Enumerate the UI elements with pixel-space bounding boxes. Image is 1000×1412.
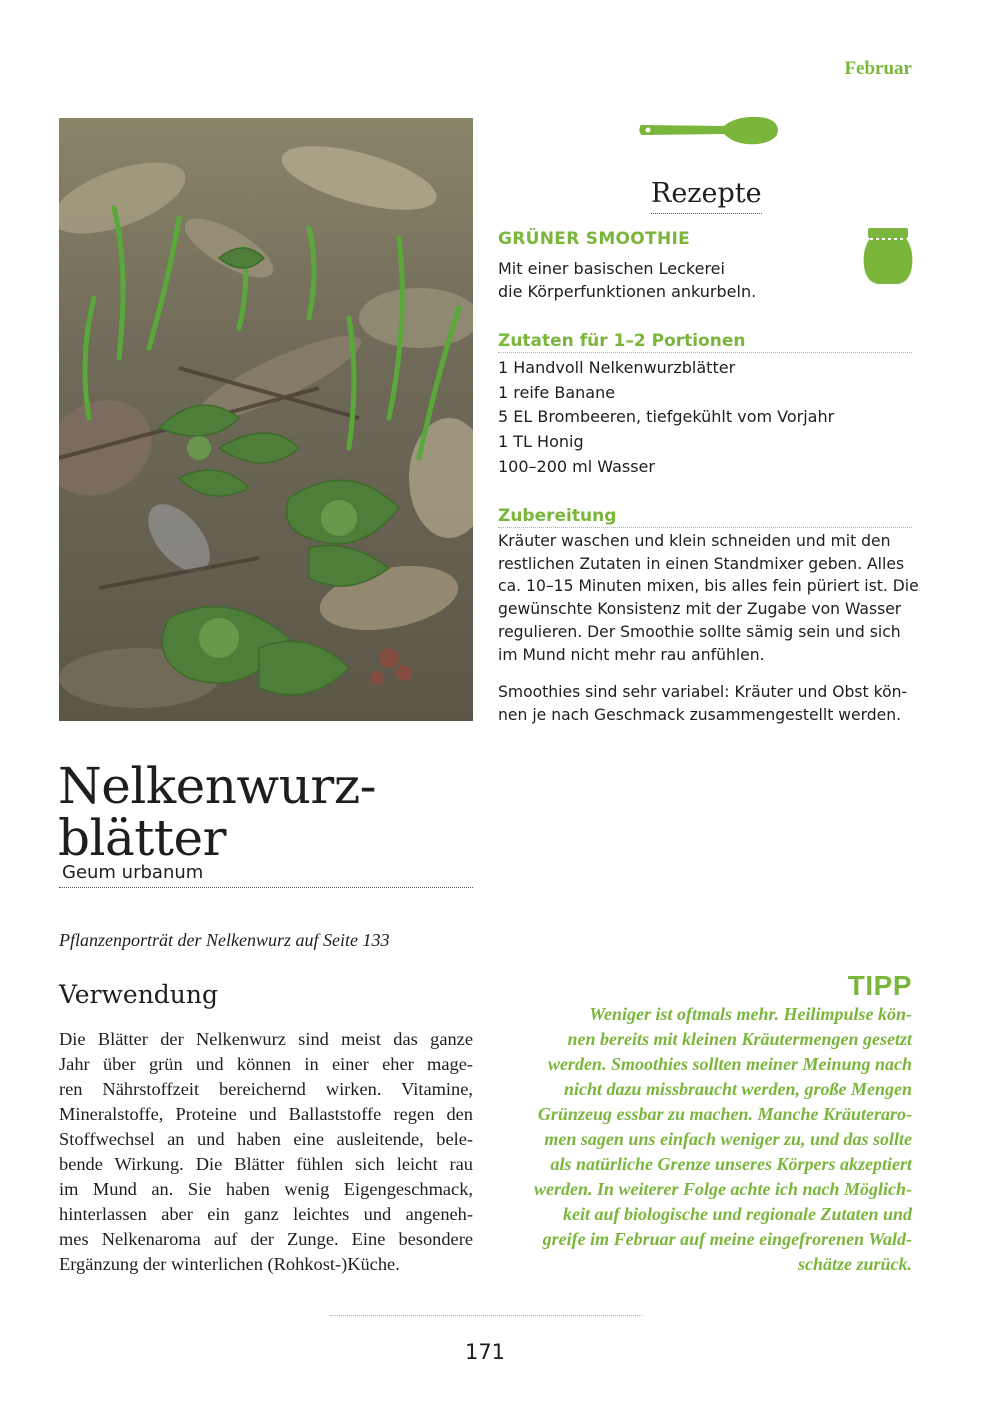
usage-line: bende Wirkung. Die Blätter fühlen sich leicht rau xyxy=(59,1154,473,1174)
page-number: 171 xyxy=(464,1340,506,1364)
title-divider xyxy=(59,887,473,888)
note-line: Smoothies sind sehr variabel: Kräuter und Obst kön- xyxy=(498,683,908,701)
usage-line: mes Nelkenaroma auf der Zunge. Eine besondere xyxy=(59,1229,473,1249)
tip-line: schätze zurück. xyxy=(797,1254,912,1274)
ingredient-item: 1 Handvoll Nelkenwurzblätter xyxy=(498,358,736,377)
intro-line: die Körperfunktionen ankurbeln. xyxy=(498,282,757,301)
tip-line: greife im Februar auf meine eingefrorenen Wald- xyxy=(542,1229,912,1249)
usage-line: hinterlassen aber ein ganz leichtes und angeneh- xyxy=(59,1204,473,1224)
preparation-line: restlichen Zutaten in einen Standmixer geben. Alles xyxy=(498,554,905,573)
preparation-note xyxy=(498,681,912,726)
preparation-line: regulieren. Der Smoothie sollte sämig sein und sich xyxy=(498,622,901,641)
spoon-icon xyxy=(636,114,780,150)
portrait-reference: Pflanzenporträt der Nelkenwurz auf Seite 133 xyxy=(59,930,390,950)
plant-photo xyxy=(59,118,473,721)
ingredient-item: 100–200 ml Wasser xyxy=(498,456,655,476)
usage-line: Mineralstoffe, Proteine und Ballaststoffe regen den xyxy=(59,1104,473,1124)
jar-icon xyxy=(862,226,914,286)
latin-name: Geum urbanum xyxy=(62,862,204,883)
ingredient-item: 1 reife Banane xyxy=(498,382,616,402)
usage-line: im Mund an. Sie haben wenig Eigengeschmack, xyxy=(59,1179,473,1199)
tip-line: Grünzeug essbar zu machen. Manche Kräuterarо- xyxy=(537,1104,912,1124)
plant-title-line: blätter xyxy=(58,809,226,867)
preparation-heading: Zubereitung xyxy=(498,506,912,528)
plant-title-line: Nelkenwurz- xyxy=(58,757,377,815)
recipe-title: GRÜNER SMOOTHIE xyxy=(498,229,691,249)
tip-line: nicht dazu missbraucht werden, große Mengen xyxy=(563,1079,912,1099)
preparation-line: Kräuter waschen und klein schneiden und mit den xyxy=(498,532,891,550)
ingredients-list xyxy=(498,356,912,480)
intro-line: Mit einer basischen Leckerei xyxy=(498,259,725,278)
preparation-text xyxy=(498,530,919,666)
month-label: Februar xyxy=(844,58,912,79)
preparation-line: ca. 10–15 Minuten mixen, bis alles fein püriert ist. Die xyxy=(498,577,919,596)
recipes-heading: Rezepte xyxy=(651,178,762,214)
usage-line: Ergänzung der winterlichen (Rohkost-)Küche. xyxy=(59,1254,400,1274)
tip-text xyxy=(496,1002,912,1277)
ingredient-item: 1 TL Honig xyxy=(498,432,584,452)
tip-line: werden. In weiterer Folge achte ich nach Möglich- xyxy=(534,1179,912,1199)
recipe-intro xyxy=(498,257,818,303)
usage-line: Jahr über grün und können in einer eher mage- xyxy=(59,1054,473,1074)
usage-line: Stoffwechsel an und haben eine ausleitende, bele- xyxy=(59,1129,473,1149)
ingredient-item: 5 EL Brombeeren, tiefgekühlt vom Vorjahr xyxy=(498,407,835,427)
usage-heading: Verwendung xyxy=(59,980,219,1009)
tip-line: als natürliche Grenze unseres Körpers akzeptiert xyxy=(550,1154,912,1174)
note-line: nen je nach Geschmack zusammengestellt werden. xyxy=(498,705,902,724)
tip-line: men sagen uns einfach weniger zu, und das sollte xyxy=(544,1129,912,1149)
preparation-line: gewünschte Konsistenz mit der Zugabe von Wasser xyxy=(498,600,902,619)
ingredients-heading: Zutaten für 1–2 Portionen xyxy=(498,331,912,353)
tip-line: werden. Smoothies sollten meiner Meinung nach xyxy=(547,1054,912,1074)
tip-line: Weniger ist oftmals mehr. Heilimpulse kön- xyxy=(589,1004,912,1024)
plant-title xyxy=(58,757,377,867)
tip-line: nen bereits mit kleinen Kräutermengen gesetzt xyxy=(567,1029,912,1049)
tip-heading: TIPP xyxy=(847,970,912,1001)
footer-divider xyxy=(330,1315,642,1316)
usage-line: Die Blätter der Nelkenwurz sind meist das ganze xyxy=(59,1029,473,1049)
usage-line: ren Nährstoffzeit bereichernd wirken. Vitamine, xyxy=(59,1079,473,1099)
usage-text xyxy=(59,1027,473,1277)
tip-line: keit auf biologische und regionale Zutaten und xyxy=(562,1204,912,1224)
preparation-line: im Mund nicht mehr rau anfühlen. xyxy=(498,645,765,664)
